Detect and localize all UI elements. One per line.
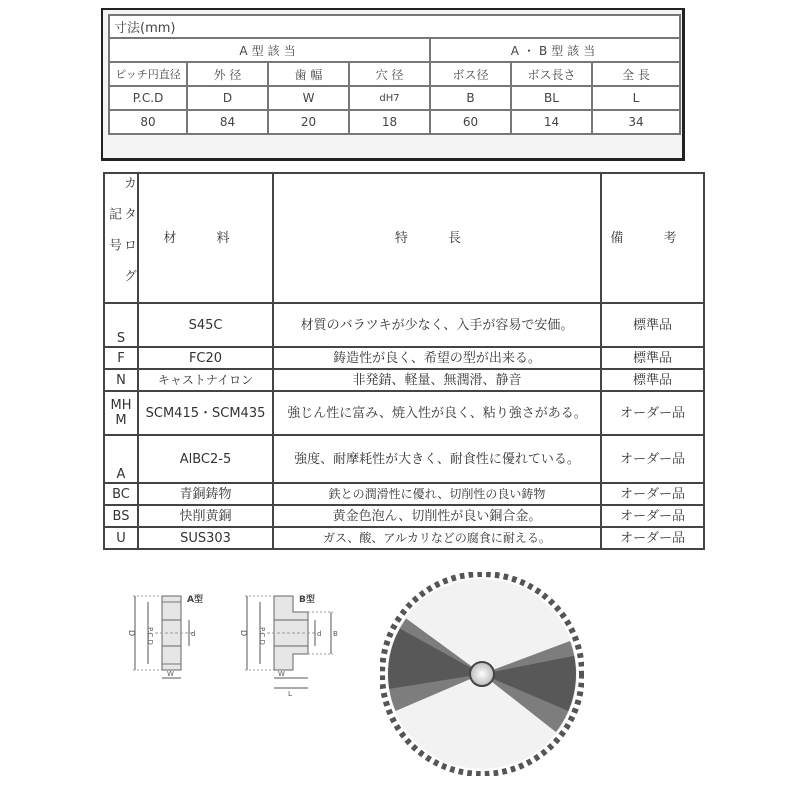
row-code: BS bbox=[104, 505, 138, 527]
header-boss-len-sym: BL bbox=[511, 86, 592, 110]
type-b-diagram bbox=[237, 590, 347, 700]
header-total-sym: L bbox=[592, 86, 680, 110]
table-row bbox=[104, 483, 704, 505]
row-remarks: 標準品 bbox=[601, 303, 704, 347]
label-pcd: P.C.D bbox=[258, 627, 266, 645]
row-feature: 強じん性に富み、焼入性が良く、粘り強さがある。 bbox=[273, 391, 601, 435]
label-d: D bbox=[239, 630, 248, 637]
header-pcd-sym: P.C.D bbox=[109, 86, 187, 110]
row-code: A bbox=[104, 435, 138, 483]
value-boss: 60 bbox=[430, 110, 511, 134]
header-material: 材 料 bbox=[138, 173, 273, 303]
row-feature: 材質のバラツキが少なく、入手が容易で安価。 bbox=[273, 303, 601, 347]
row-remarks: オーダー品 bbox=[601, 505, 704, 527]
header-total-jp: 全 長 bbox=[592, 62, 680, 86]
label-bore: d bbox=[317, 630, 322, 638]
label-w: W bbox=[167, 670, 174, 678]
row-material: SUS303 bbox=[138, 527, 273, 549]
row-remarks: オーダー品 bbox=[601, 391, 704, 435]
row-feature: ガス、酸、アルカリなどの腐食に耐える。 bbox=[273, 527, 601, 549]
type-b-label: B型 bbox=[299, 595, 315, 605]
table-row bbox=[104, 347, 704, 369]
row-feature: 黄金色泡ん、切削性が良い銅合金。 bbox=[273, 505, 601, 527]
value-pcd: 80 bbox=[109, 110, 187, 134]
row-feature: 強度、耐摩耗性が大きく、耐食性に優れている。 bbox=[273, 435, 601, 483]
header-bore-sym: dH7 bbox=[349, 86, 430, 110]
header-w-sym: W bbox=[268, 86, 349, 110]
header-d-sym: D bbox=[187, 86, 268, 110]
group-a-header: A型該当 bbox=[109, 38, 430, 62]
label-b: B bbox=[333, 630, 338, 638]
header-w-jp: 歯 幅 bbox=[268, 62, 349, 86]
label-w: W bbox=[278, 670, 285, 678]
label-d: D bbox=[127, 630, 136, 637]
row-remarks: 標準品 bbox=[601, 369, 704, 391]
header-boss-sym: B bbox=[430, 86, 511, 110]
row-remarks: オーダー品 bbox=[601, 527, 704, 549]
dimensions-title: 寸法(mm) bbox=[109, 15, 680, 38]
header-pcd-jp: ピッチ円直径 bbox=[109, 62, 187, 86]
label-pcd: P.C.D bbox=[146, 627, 154, 645]
row-material: FC20 bbox=[138, 347, 273, 369]
row-remarks: オーダー品 bbox=[601, 435, 704, 483]
row-code: BC bbox=[104, 483, 138, 505]
materials-table bbox=[103, 172, 705, 550]
label-l: L bbox=[288, 690, 292, 698]
row-code: F bbox=[104, 347, 138, 369]
group-ab-header: A・B型該当 bbox=[430, 38, 680, 62]
table-row bbox=[104, 391, 704, 435]
row-code: N bbox=[104, 369, 138, 391]
table-row bbox=[104, 527, 704, 549]
row-code: S bbox=[104, 303, 138, 347]
row-feature: 鋳造性が良く、希望の型が出来る。 bbox=[273, 347, 601, 369]
header-catalog-code: カタログ記号 bbox=[104, 173, 138, 303]
row-feature: 非発錆、軽量、無潤滑、静音 bbox=[273, 369, 601, 391]
value-total: 34 bbox=[592, 110, 680, 134]
row-code: U bbox=[104, 527, 138, 549]
row-remarks: オーダー品 bbox=[601, 483, 704, 505]
type-a-diagram bbox=[125, 590, 220, 685]
table-row bbox=[104, 505, 704, 527]
header-remarks: 備 考 bbox=[601, 173, 704, 303]
row-material: S45C bbox=[138, 303, 273, 347]
type-a-label: A型 bbox=[187, 595, 203, 605]
header-feature: 特 長 bbox=[273, 173, 601, 303]
header-d-jp: 外 径 bbox=[187, 62, 268, 86]
value-d: 84 bbox=[187, 110, 268, 134]
table-row bbox=[104, 369, 704, 391]
header-bore-jp: 穴 径 bbox=[349, 62, 430, 86]
row-material: 快削黄銅 bbox=[138, 505, 273, 527]
row-material: 青銅鋳物 bbox=[138, 483, 273, 505]
label-bore: d bbox=[191, 630, 196, 638]
value-boss-len: 14 bbox=[511, 110, 592, 134]
row-feature: 鉄との潤滑性に優れ、切削性の良い鋳物 bbox=[273, 483, 601, 505]
row-code: MH M bbox=[104, 391, 138, 435]
header-boss-len-jp: ボス長さ bbox=[511, 62, 592, 86]
row-remarks: 標準品 bbox=[601, 347, 704, 369]
spur-gear-photo bbox=[380, 572, 584, 776]
row-material: SCM415・SCM435 bbox=[138, 391, 273, 435]
table-row bbox=[104, 435, 704, 483]
table-row bbox=[104, 303, 704, 347]
row-material: AlBC2-5 bbox=[138, 435, 273, 483]
value-w: 20 bbox=[268, 110, 349, 134]
header-boss-jp: ボス径 bbox=[430, 62, 511, 86]
value-bore: 18 bbox=[349, 110, 430, 134]
gear-bore-icon bbox=[470, 662, 494, 686]
row-material: キャストナイロン bbox=[138, 369, 273, 391]
dimensions-table bbox=[108, 14, 681, 135]
